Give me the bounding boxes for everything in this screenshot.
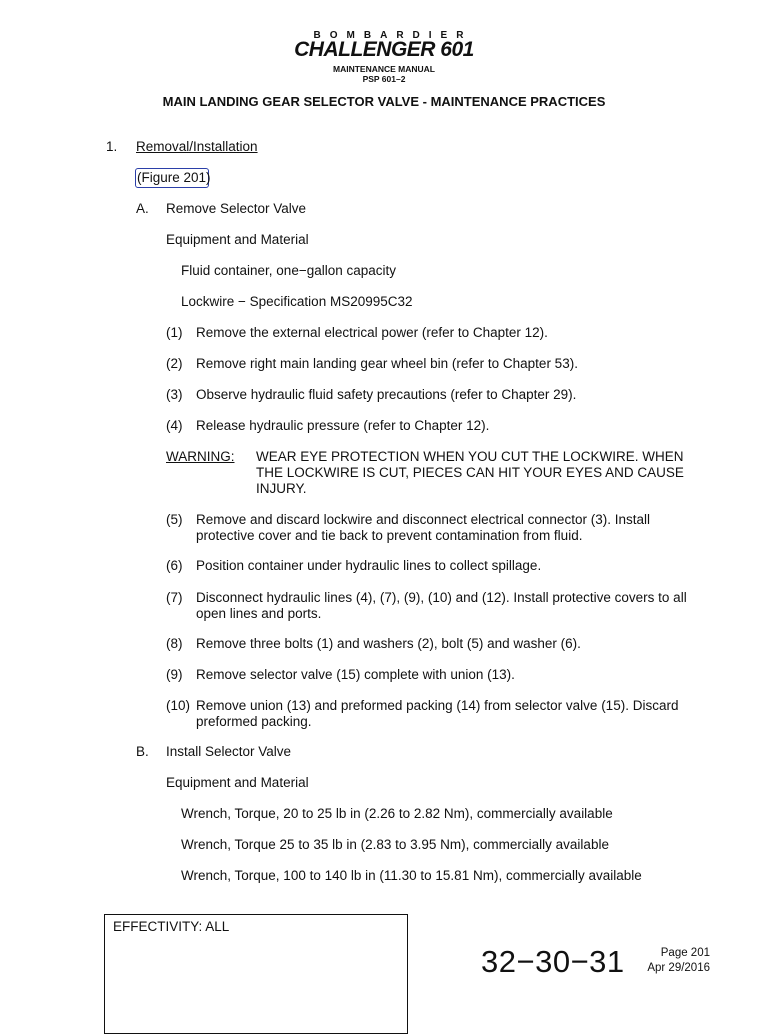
equipment-item: Lockwire − Specification MS20995C32 [181,294,413,309]
page-number: Page 201 [660,947,710,959]
step-number: (5) [166,512,183,527]
psp-number: PSP 601–2 [362,74,406,84]
step-text: Remove three bolts (1) and washers (2), bolt (5) and washer (6). [196,636,581,651]
step-number: (7) [166,590,183,605]
step-number: (4) [166,418,183,433]
equipment-item: Wrench, Torque, 100 to 140 lb in (11.30 to 15.81 Nm), commercially available [181,868,642,883]
subsection-b-letter: B. [136,744,149,759]
subsection-a-heading: Remove Selector Valve [166,201,307,216]
equipment-item: Wrench, Torque, 20 to 25 lb in (2.26 to 2.82 Nm), commercially available [181,806,613,821]
effectivity-label: EFFECTIVITY: ALL [113,919,230,934]
step-text: Observe hydraulic fluid safety precautions (refer to Chapter 29). [196,387,577,402]
step-text: preformed packing. [196,714,312,729]
equipment-heading-a: Equipment and Material [166,232,309,247]
figure-link[interactable]: (Figure 201) [135,168,209,188]
subsection-a-letter: A. [136,201,149,216]
document-number: 32−30−31 [481,944,625,979]
manual-name: MAINTENANCE MANUAL [333,64,435,74]
section-heading: Removal/Installation [136,139,258,154]
warning-text: THE LOCKWIRE IS CUT, PIECES CAN HIT YOUR EYES AND CAUSE [256,465,684,480]
equipment-heading-b: Equipment and Material [166,775,309,790]
model-logo: CHALLENGER 601 [294,38,474,61]
equipment-item: Fluid container, one−gallon capacity [181,263,397,278]
step-number: (9) [166,667,183,682]
section-number: 1. [106,139,118,154]
step-number: (6) [166,558,183,573]
step-text: Remove selector valve (15) complete with union (13). [196,667,515,682]
step-text: Release hydraulic pressure (refer to Chapter 12). [196,418,490,433]
step-text: open lines and ports. [196,606,322,621]
step-text: protective cover and tie back to prevent contamination from fluid. [196,528,583,543]
revision-date: Apr 29/2016 [647,962,710,974]
step-number: (8) [166,636,183,651]
step-number: (10) [166,698,191,713]
brand-name: BOMBARDIER [313,30,473,41]
warning-text: WEAR EYE PROTECTION WHEN YOU CUT THE LOCKWIRE. WHEN [256,449,684,464]
step-text: Remove and discard lockwire and disconnect electrical connector (3). Install [196,512,650,527]
step-text: Remove union (13) and preformed packing (14) from selector valve (15). Discard [196,698,679,713]
step-text: Remove right main landing gear wheel bin (refer to Chapter 53). [196,356,578,371]
step-text: Remove the external electrical power (refer to Chapter 12). [196,325,548,340]
step-text: Disconnect hydraulic lines (4), (7), (9), (10) and (12). Install protective covers to all [196,590,687,605]
warning-text: INJURY. [256,481,307,496]
step-number: (3) [166,387,183,402]
equipment-item: Wrench, Torque 25 to 35 lb in (2.83 to 3.95 Nm), commercially available [181,837,609,852]
step-text: Position container under hydraulic lines to collect spillage. [196,558,542,573]
step-number: (2) [166,356,183,371]
warning-label: WARNING: [166,449,235,464]
document-title: MAIN LANDING GEAR SELECTOR VALVE - MAINTENANCE PRACTICES [162,94,606,109]
step-number: (1) [166,325,183,340]
subsection-b-heading: Install Selector Valve [166,744,292,759]
